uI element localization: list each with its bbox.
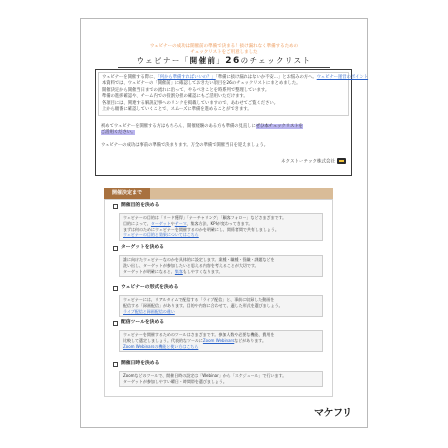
text-link[interactable]: ライブ配信と録画配信の違い [123, 308, 175, 314]
checklist-item-title: ウェビナーの形式を決める [121, 285, 179, 290]
intro-main-text [98, 72, 369, 116]
text-segment: ウェビナーを開催する際に、 [102, 75, 158, 80]
intro-note-line [101, 130, 347, 136]
description-line [123, 269, 319, 275]
checklist-item [105, 245, 332, 274]
document-title [118, 56, 330, 68]
checklist-item-description [119, 330, 323, 352]
brand-logo: マケフリ [314, 408, 352, 419]
text-segment: Zoomなどのツールで、開催日時の設定は「Webinar」から「スケジュール」で行います。 [123, 373, 287, 378]
description-line [123, 344, 319, 350]
text-segment: などがあります。 [234, 337, 266, 343]
checklist-item-title: 開催日時を決める [121, 361, 160, 366]
text-segment: 開催決定から開催当日までの流れに沿って、やるべきことを時系列で整理しています。 [102, 87, 270, 93]
title-number: 26 [225, 56, 241, 66]
company-name: ネクストーテック株式会社 [281, 159, 335, 165]
text-segment: ウェビナーの目的は「リード獲得」「ナーチャリング」「顧客フォロー」などさまざまです。 [123, 215, 287, 220]
checklist-item-title: 配信ツールを決める [121, 320, 165, 325]
lead-text [81, 44, 367, 56]
text-segment: 上から順番に確認していくことで、スムーズに準備を進めることができます。 [102, 106, 252, 112]
checklist-item [105, 361, 332, 384]
checkbox-icon [113, 246, 118, 251]
text-link[interactable]: テーマ [174, 220, 187, 226]
description-line [123, 309, 319, 315]
text-segment: ウェビナーを開催するためのツールはさまざまです。参加人数や必要な機能、費用を [123, 332, 275, 337]
title-bracket: 」 [216, 56, 226, 65]
checklist-item [105, 320, 332, 349]
text-segment: まずは何のためにウェビナーを開催するのかを明確にし、関係者間で共有しましょう。 [123, 226, 279, 232]
checklist-item-header [105, 203, 332, 209]
text-segment: 目的によって、 [123, 220, 151, 226]
text-segment: ターゲットが参加しやすい曜日・時間帯を選びましょう。 [123, 378, 227, 384]
checklist-item-description [119, 255, 323, 277]
intro-closing-line [101, 143, 347, 149]
lead-line: チェックリストをご用意しました [190, 50, 258, 55]
text-link[interactable]: ターゲット [150, 220, 171, 226]
checklist-item-description [119, 371, 323, 388]
checkbox-icon [113, 362, 118, 367]
highlighted-text: ご活用ください。 [101, 130, 136, 136]
company-credit [281, 158, 346, 166]
text-link[interactable]: 「何から準備すればいいの？」 [157, 75, 216, 80]
checklist-item-description [119, 213, 323, 241]
text-segment: 配信する「録画配信」があります。目的や内容に合わせて、適した形式を選びましょう。 [123, 302, 283, 308]
text-segment: 、集客方法、KPIが変わってきます。 [186, 220, 253, 226]
checklist-item-title: ターゲットを決める [121, 245, 164, 250]
checklist-item [105, 285, 332, 314]
highlighted-text: ぜひ本チェックリストを [255, 124, 303, 129]
text-link[interactable]: Zoom Webinars [202, 337, 235, 343]
checkbox-icon [113, 321, 118, 326]
intro-line [102, 107, 345, 113]
text-segment: 誰に向けたウェビナーなのかを具体的に設定します。業種・職種・役職・課題などを [123, 257, 275, 262]
text-segment: ターゲットが明確になると、 [123, 268, 175, 274]
intro-note [101, 124, 347, 137]
text-segment: 比較して選定しましょう。代表的なツールに [123, 337, 203, 343]
title-suffix: のチェックリスト [240, 56, 312, 65]
text-segment: 準備の進捗確認や、チーム内での役割分担の確認にもご活用いただけます。 [102, 94, 248, 100]
text-segment: もしやすくなります。 [182, 268, 223, 274]
intro-box [95, 69, 369, 176]
lead-line: ウェビナーの成功は開催前の準備で決まる！抜け漏れなく準備するための [149, 44, 299, 49]
text-link[interactable]: 集客 [174, 268, 183, 274]
checklist-item [105, 203, 332, 238]
intro-closing [101, 143, 347, 149]
text-segment: 洗い出し、ターゲットが参加したいと思える内容を考えることが大切です。 [123, 262, 259, 268]
text-segment: 各項目には、関連する解説記事へのリンクを掲載していますので、あわせてご覧ください。 [102, 100, 278, 106]
section-label: 開催決定まで [104, 188, 150, 199]
title-prefix: ウェビナー「 [136, 56, 190, 65]
checklist-item-header [105, 361, 332, 367]
section-header-bar [104, 188, 333, 199]
text-segment: ウェビナーには、リアルタイムで配信する「ライブ配信」と、事前に収録した動画を [123, 297, 275, 302]
text-segment: 「準備に抜け漏れはないか不安…」とお悩みの方へ。 [215, 75, 317, 80]
checkbox-icon [113, 286, 118, 291]
text-link[interactable]: ウェビナーの目的と効果についてはこちら [123, 232, 199, 238]
checklist-item-header [105, 245, 332, 251]
text-segment: ウェビナーの成功は事前の準備で決まります。万全の準備で開催当日を迎えましょう。 [101, 143, 269, 148]
text-link[interactable]: Zoom Webinarsの機能と使い方はこちら [123, 343, 199, 349]
checklist-item-title: 開催目的を決める [121, 203, 160, 208]
checklist-item-description [119, 295, 323, 317]
text-segment: や [170, 220, 175, 226]
text-link[interactable]: ウェビナー運営のポイント [316, 75, 369, 80]
description-line [123, 232, 319, 238]
checklist-item-header [105, 285, 332, 291]
checklist-body [104, 199, 333, 397]
text-segment: 初めてウェビナーを開催する方はもちろん、開催経験のある方も準備の見直しに [101, 124, 256, 129]
document-page [80, 18, 368, 428]
description-line [123, 379, 319, 385]
checklist-item-header [105, 320, 332, 326]
company-logo-icon [337, 158, 346, 164]
title-emphasis: 開催前 [189, 56, 217, 65]
text-segment: 本資料では、ウェビナーの「開催前」に確認しておきたい項目を26のチェックリストにまとめました。 [102, 81, 301, 87]
checkbox-icon [113, 204, 118, 209]
